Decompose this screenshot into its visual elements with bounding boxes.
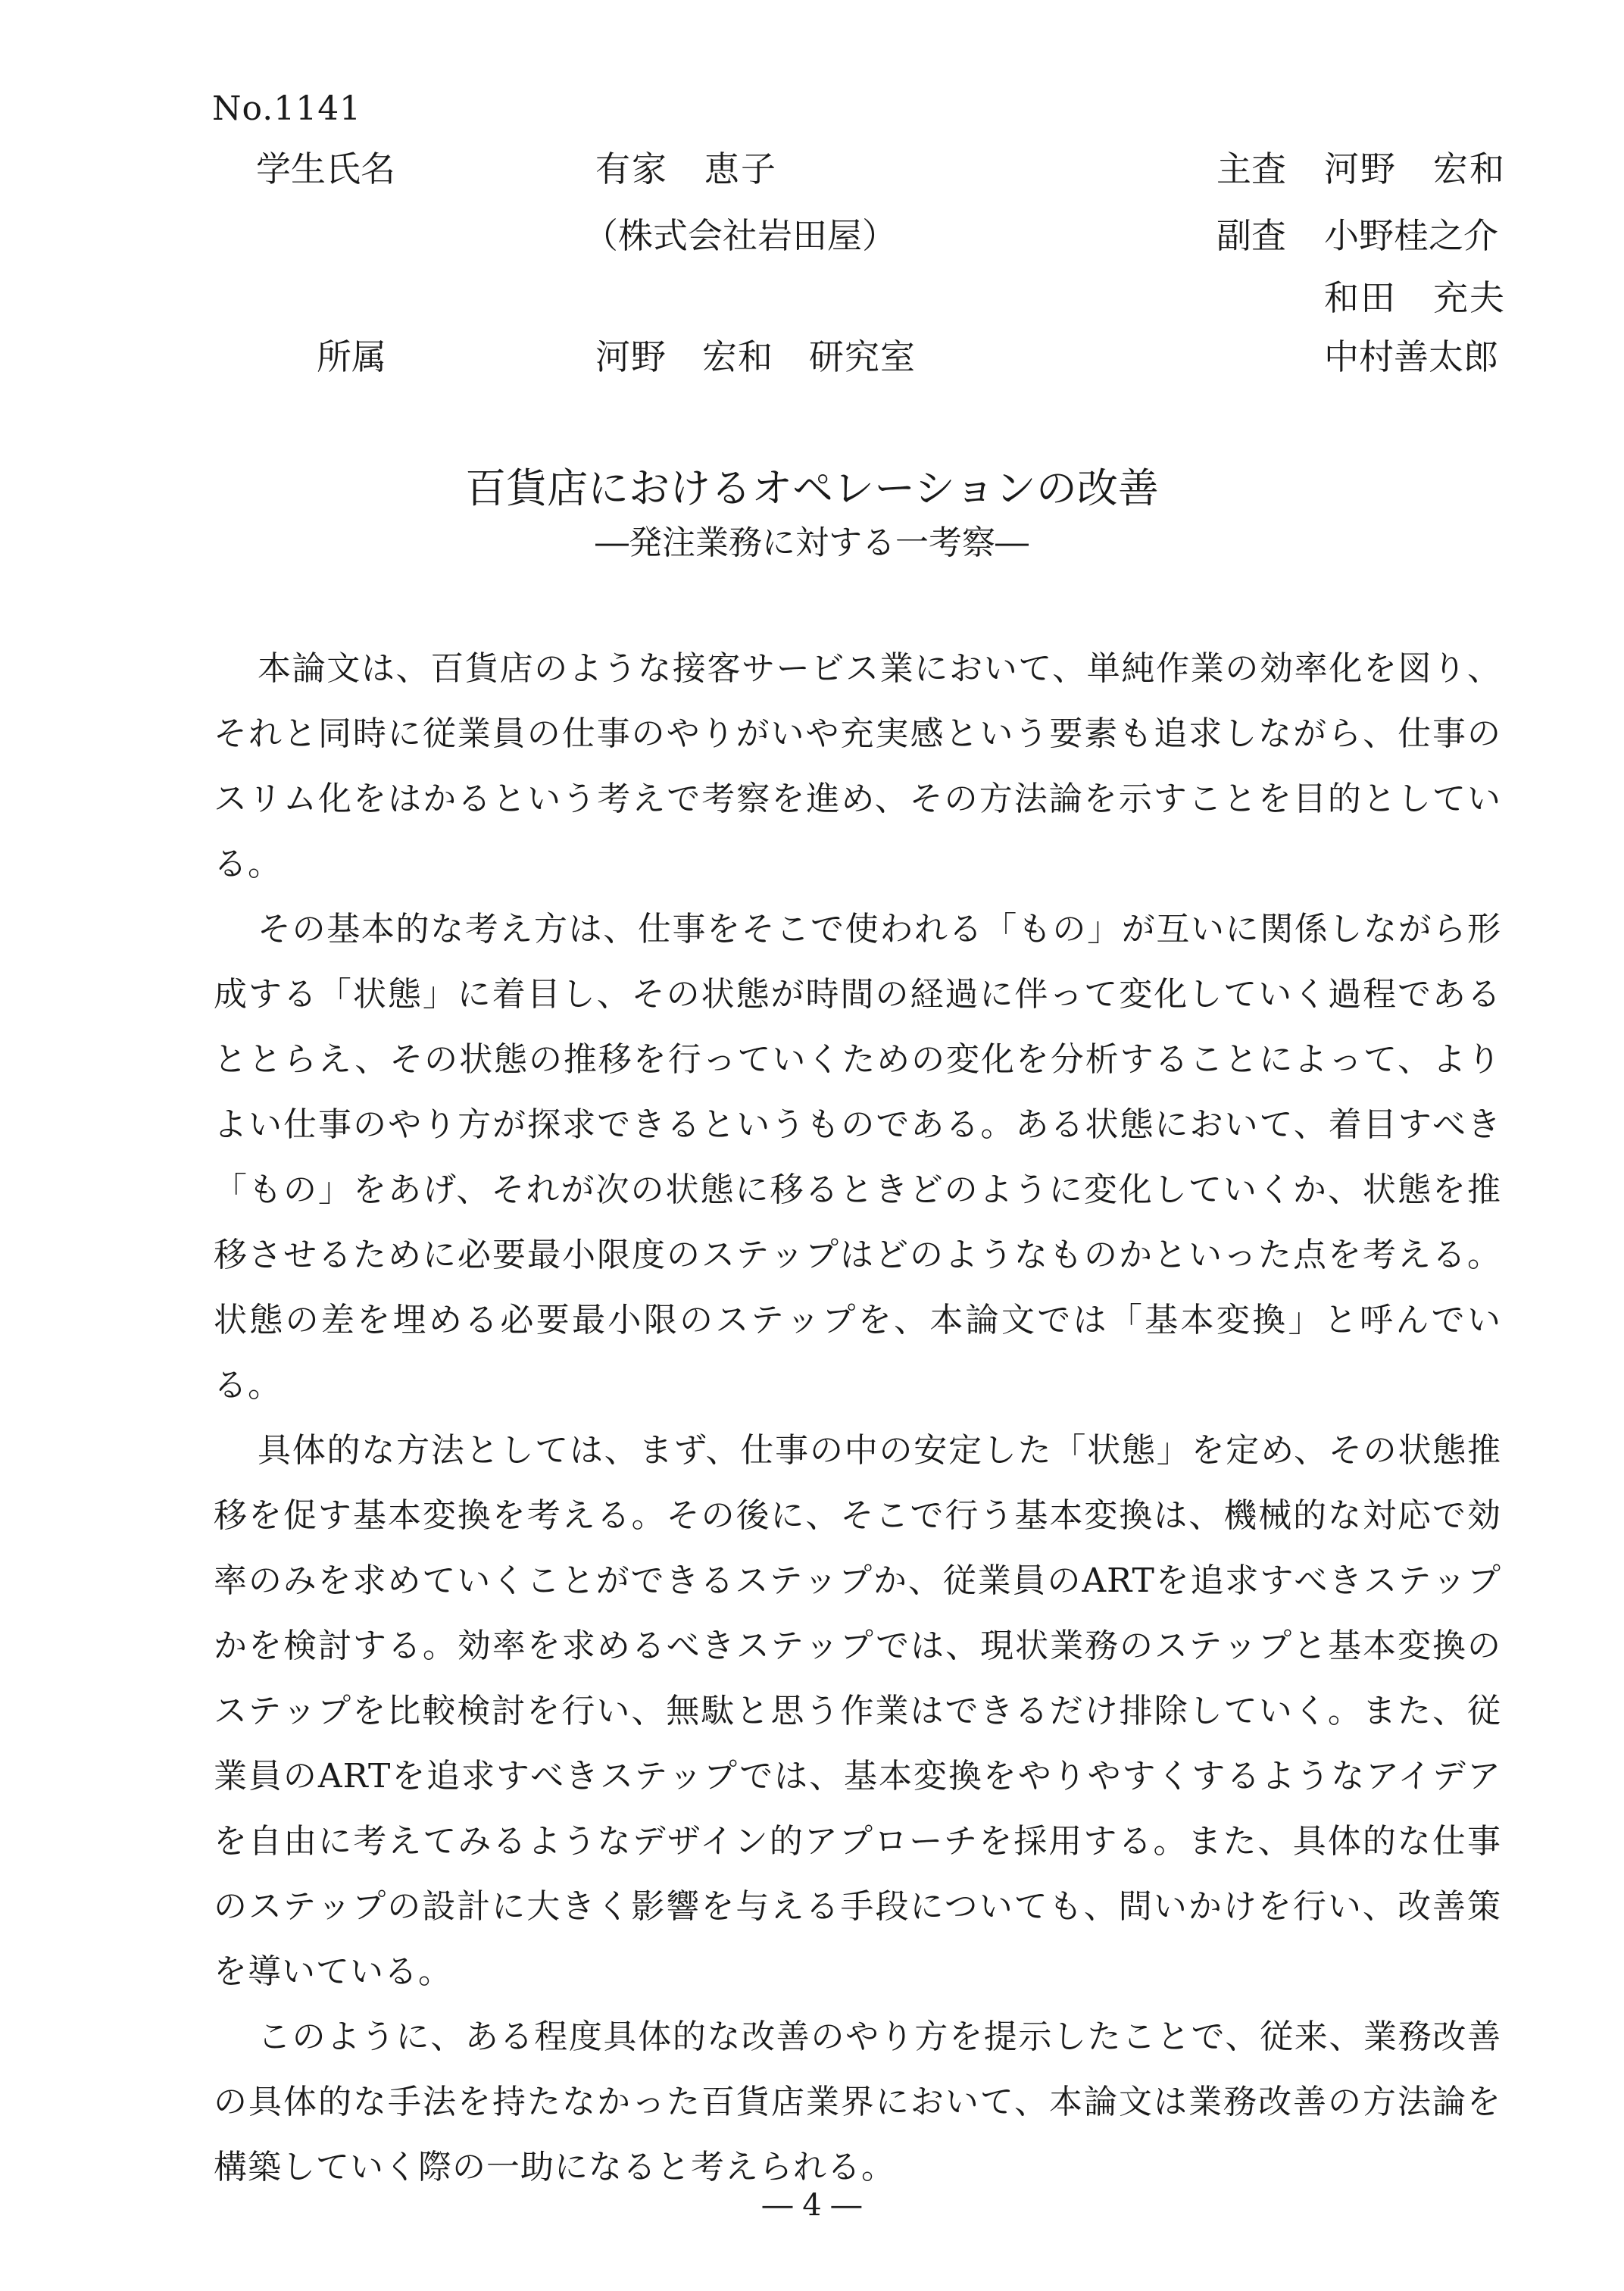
abstract-body [214, 636, 1501, 2200]
affiliation-label: 所属 [317, 336, 386, 377]
student-company: （株式会社岩田屋） [583, 215, 897, 256]
sub-examiner-name: 中村善太郎 [1324, 336, 1498, 377]
thesis-title: 百貨店におけるオペレーションの改善 [465, 464, 1159, 512]
sub-examiner-name: 小野桂之介 [1324, 215, 1498, 256]
student-name-label: 学生氏名 [256, 148, 395, 189]
affiliation-lab: 河野 宏和 研究室 [595, 336, 916, 377]
abstract-paragraph: その基本的な考え方は、仕事をそこで使われる「もの」が互いに関係しながら形成する「状態」に着目し、その状態が時間の経過に伴って変化していく過程であるととらえ、その状態の推移を行っていくための変化を分析することによって、よりよい仕事のやり方が探求できるというものである。ある状態において、着目すべき「もの」をあげ、それが次の状態に移るときどのように変化していくか、状態を推移させるために必要最小限度のステップはどのようなものかといった点を考える。状態の差を埋める必要最小限のステップを、本論文では「基本変換」と呼んでいる。 [214, 910, 1501, 1405]
chief-examiner-label: 主査 [1216, 148, 1286, 189]
student-name: 有家 恵子 [595, 148, 777, 189]
sub-examiner-name: 和田 充夫 [1324, 277, 1506, 318]
abstract-paragraph: 本論文は、百貨店のような接客サービス業において、単純作業の効率化を図り、それと同時に従業員の仕事のやりがいや充実感という要素も追求しながら、仕事のスリム化をはかるという考えで考察を進め、その方法論を示すことを目的としている。 [214, 649, 1501, 883]
abstract-paragraph: このように、ある程度具体的な改善のやり方を提示したことで、従来、業務改善の具体的な手法を持たなかった百貨店業界において、本論文は業務改善の方法論を構築していく際の一助になると考えられる。 [214, 2018, 1501, 2186]
abstract-paragraph: 具体的な方法としては、まず、仕事の中の安定した「状態」を定め、その状態推移を促す基本変換を考える。その後に、そこで行う基本変換は、機械的な対応で効率のみを求めていくことができるステップか、従業員のARTを追求すべきステップかを検討する。効率を求めるべきステップでは、現状業務のステップと基本変換のステップを比較検討を行い、無駄と思う作業はできるだけ排除していく。また、従業員のARTを追求すべきステップでは、基本変換をやりやすくするようなアイデアを自由に考えてみるようなデザイン的アプローチを採用する。また、具体的な仕事のステップの設計に大きく影響を与える手段についても、問いかけを行い、改善策を導いている。 [214, 1431, 1501, 1991]
thesis-subtitle: ―発注業務に対する一考察― [595, 524, 1029, 562]
page-number: ― 4 ― [762, 2188, 862, 2223]
chief-examiner-name: 河野 宏和 [1324, 148, 1506, 189]
sub-examiner-label: 副査 [1216, 215, 1286, 256]
document-number: No.1141 [212, 89, 362, 128]
